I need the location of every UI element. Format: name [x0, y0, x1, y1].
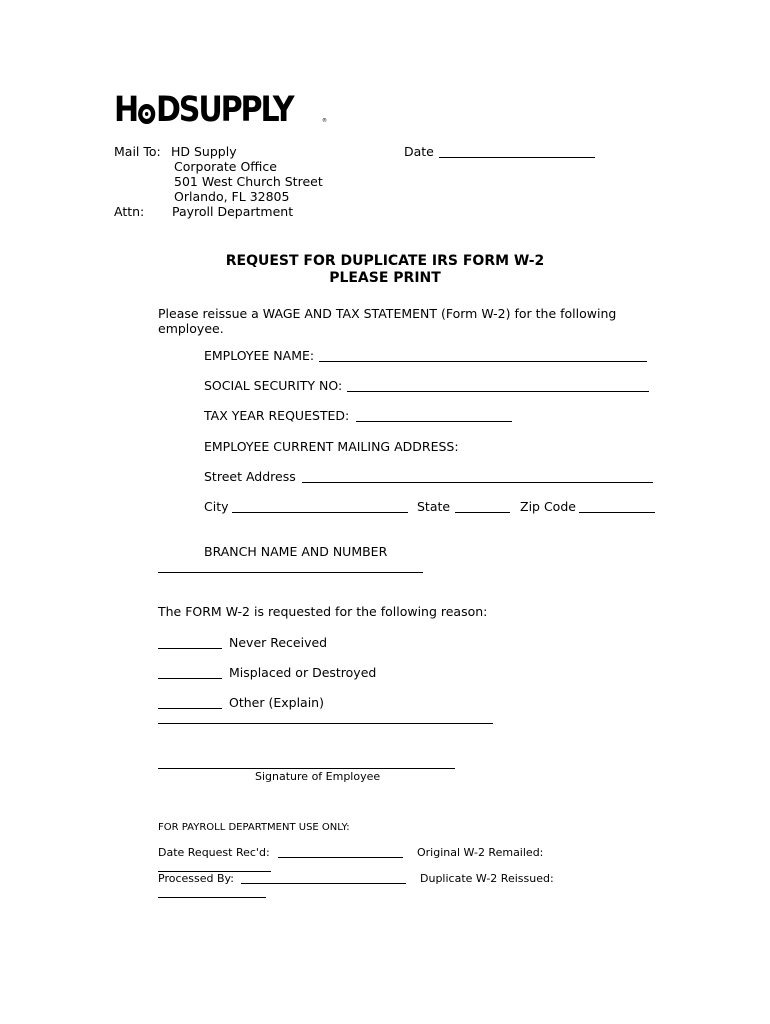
employee-name-field[interactable]: [319, 361, 647, 362]
reason-heading: The FORM W-2 is requested for the following reason:: [158, 604, 488, 619]
mail-to-line1: Corporate Office: [174, 159, 277, 174]
duplicate-reissued-field[interactable]: [158, 897, 266, 898]
attn-value: Payroll Department: [172, 204, 294, 219]
intro-line1: Please reissue a WAGE AND TAX STATEMENT (Form W-2) for the following: [158, 306, 617, 321]
city-label: City: [204, 499, 229, 514]
logo-dot-icon: [138, 104, 155, 124]
other-label: Other (Explain): [229, 695, 324, 710]
original-remailed-label: Original W-2 Remailed:: [417, 846, 544, 859]
other-blank[interactable]: [158, 708, 222, 709]
date-received-label: Date Request Rec'd:: [158, 846, 270, 859]
state-field[interactable]: [455, 512, 510, 513]
mail-to-line2: 501 West Church Street: [174, 174, 323, 189]
attn-label: Attn:: [114, 204, 145, 219]
zip-field[interactable]: [579, 512, 655, 513]
form-title: REQUEST FOR DUPLICATE IRS FORM W-2: [225, 253, 545, 269]
state-label: State: [417, 499, 451, 514]
never-received-label: Never Received: [229, 635, 328, 650]
ssn-label: SOCIAL SECURITY NO:: [204, 378, 343, 393]
mail-to-label: Mail To:: [114, 144, 161, 159]
tax-year-label: TAX YEAR REQUESTED:: [204, 408, 350, 423]
duplicate-reissued-label: Duplicate W-2 Reissued:: [420, 872, 554, 885]
signature-field[interactable]: [158, 768, 455, 769]
date-label: Date: [404, 144, 434, 159]
misplaced-blank[interactable]: [158, 678, 222, 679]
employee-name-label: EMPLOYEE NAME:: [204, 348, 315, 363]
processed-by-label: Processed By:: [158, 872, 234, 885]
never-received-blank[interactable]: [158, 648, 222, 649]
form-subtitle: PLEASE PRINT: [329, 270, 441, 286]
hd-supply-logo: [114, 92, 292, 128]
mailing-address-label: EMPLOYEE CURRENT MAILING ADDRESS:: [204, 439, 459, 454]
logo-left-text: H: [114, 90, 138, 130]
mail-to-line3: Orlando, FL 32805: [174, 189, 290, 204]
ssn-field[interactable]: [347, 391, 649, 392]
payroll-heading: FOR PAYROLL DEPARTMENT USE ONLY:: [158, 822, 350, 833]
branch-label: BRANCH NAME AND NUMBER: [204, 544, 388, 559]
intro-line2: employee.: [158, 321, 224, 336]
date-field[interactable]: [439, 157, 595, 158]
logo-right-text: DSUPPLY: [155, 90, 293, 130]
city-field[interactable]: [232, 512, 408, 513]
tax-year-field[interactable]: [356, 421, 512, 422]
branch-field[interactable]: [158, 572, 423, 573]
trademark-mark: ®: [322, 118, 327, 124]
misplaced-label: Misplaced or Destroyed: [229, 665, 377, 680]
street-field[interactable]: [302, 482, 653, 483]
other-explain-field[interactable]: [158, 723, 493, 724]
street-label: Street Address: [204, 469, 296, 484]
processed-by-field[interactable]: [241, 883, 406, 884]
zip-label: Zip Code: [520, 499, 576, 514]
date-received-field[interactable]: [278, 857, 403, 858]
mail-to-name: HD Supply: [171, 144, 237, 159]
signature-label: Signature of Employee: [255, 770, 381, 783]
